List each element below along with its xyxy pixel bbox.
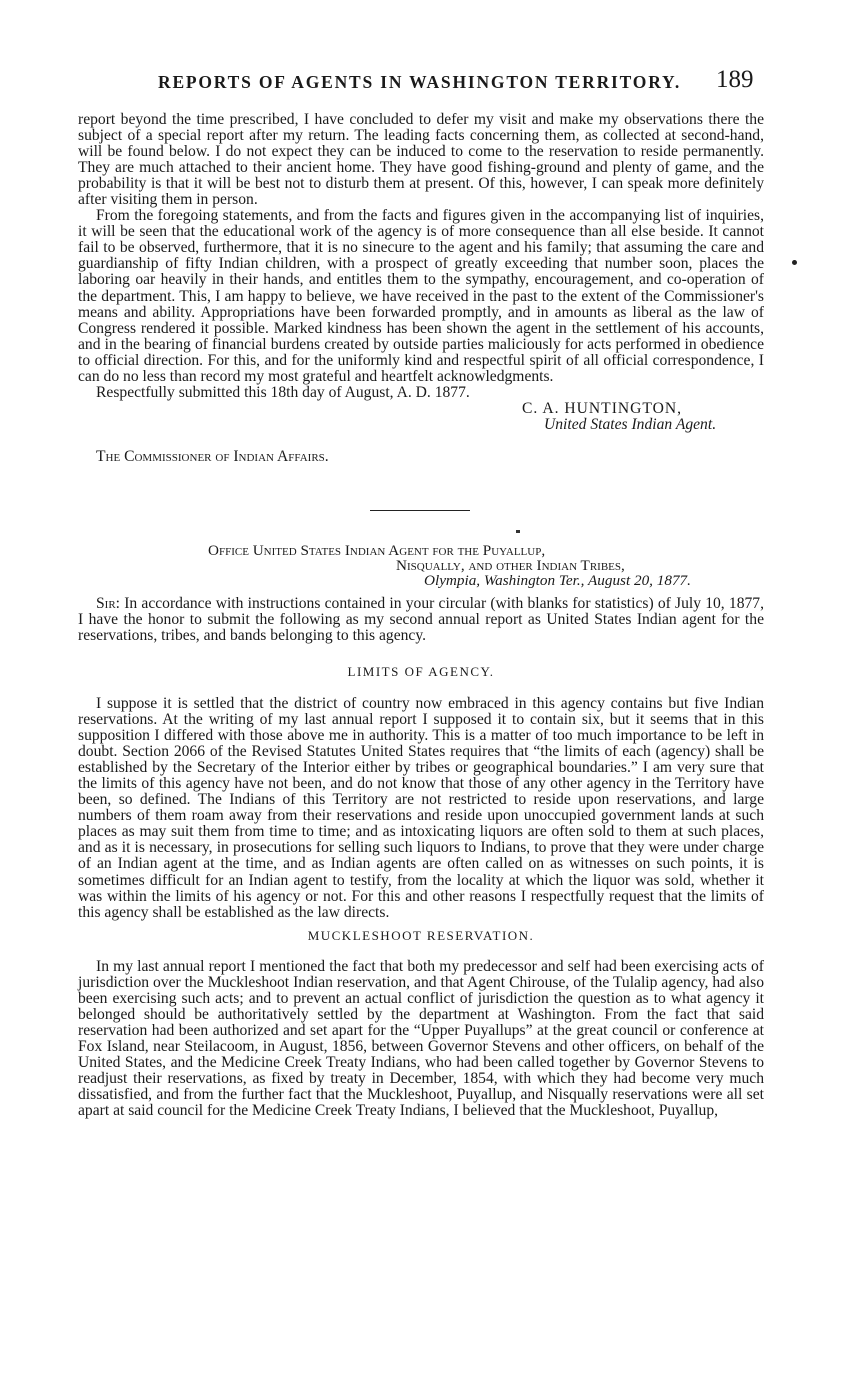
page-number: 189 xyxy=(716,66,754,93)
paragraph-continued: report beyond the time prescribed, I have concluded to defer my visit and make my observations there the subject of a special report after my return. The leading facts concerning them, as collected at second-hand, will be found below. I do not expect they can be induced to come to the reservation to reside permanently. They are much attached to their ancient home. They have good fishing-ground and plenty of game, and the probability is that it will be best not to disturb them at present. Of this, however, I can speak more definitely after visiting them in person. xyxy=(78,111,764,209)
paragraph-limits: I suppose it is settled that the district of country now embraced in this agency contains but five Indian reservations. At the writing of my last annual report I supposed it to contain six, but it seems that in this supposition I differed with those above me in authority. This is a matter of too much importance to be left in doubt. Section 2066 of the Revised Statutes United States requires that “the limits of each (agency) shall be established by the Secretary of the Interior either by tribes or geographical boundaries.” I am very sure that the limits of this agency have not been, and do not know that those of any other agency in the Territory have been, so defined. The Indians of this Territory are not restricted to reside upon reservations, and large numbers of them roam away from their reservations and reside upon unoccupied government lands at such places as may suit them from time to time; and as intoxicating liquors are often sold to them at such places, and as it is necessary, in prosecutions for selling such liquors to Indians, to prove that they were under charge of an Indian agent at the time, and as Indian agents are often called on as witnesses on such points, it is sometimes difficult for an Indian agent to testify, from the locality at which the liquor was sold, whether it was within the limits of his agency or not. For this and other reasons I respectfully request that the limits of this agency shall be established as the law directs. xyxy=(78,694,764,921)
paragraph-educational-work: From the foregoing statements, and from the facts and figures given in the accompanying list of inquiries, it will be seen that the educational work of the agency is of more consequence than all else beside. It cannot fail to be observed, furthermore, that it is no sinecure to the agent and his family; that assuming the care and guardianship of fifty Indian children, with a prospect of greatly exceeding that number soon, places the laboring oar heavily in their hands, and entitles them to the sympathy, encouragement, and co-operation of the department. This, I am happy to believe, we have received in the past to the extent of the Commissioner's means and ability. Appropriations have been forwarded promptly, and in amounts as liberal as the law of Congress rendered it possible. Marked kindness has been shown the agent in the settlement of his accounts, and in the bearing of financial burdens created by outside parties maliciously for acts performed in obedience to official direction. For this, and for the uniformly kind and respectful spirit of all official correspondence, I can do no less than record my most grateful and heartfelt acknowledgments. xyxy=(78,207,764,385)
running-head xyxy=(0,66,867,96)
office-line-2: Nisqually, and other Indian Tribes, xyxy=(396,556,625,574)
addressee: The Commissioner of Indian Affairs. xyxy=(96,447,329,465)
running-head-title: REPORTS OF AGENTS IN WASHINGTON TERRITORY. xyxy=(158,72,682,92)
office-line-1: Office United States Indian Agent for the Puyallup, xyxy=(208,541,546,559)
margin-mark xyxy=(792,260,797,265)
section-heading-muckleshoot: MUCKLESHOOT RESERVATION. xyxy=(307,927,535,943)
intro-paragraph xyxy=(78,596,764,644)
intro-text: In accordance with instructions contained in your circular (with blanks for statistics) of July 10, 1877, I have the honor to submit the following as my second annual report as United States Indian agent for the reservations, tribes, and bands belonging to this agency. xyxy=(78,594,764,644)
submission-line: Respectfully submitted this 18th day of August, A. D. 1877. xyxy=(96,383,470,401)
section-heading-limits: LIMITS OF AGENCY. xyxy=(347,663,495,679)
body-text xyxy=(78,112,764,1119)
salutation: Sir: xyxy=(96,594,121,612)
signature-name: C. A. HUNTINGTON, xyxy=(522,399,683,417)
section-divider xyxy=(370,510,470,511)
date-line: Olympia, Washington Ter., August 20, 1877. xyxy=(424,571,691,589)
signature-title: United States Indian Agent. xyxy=(544,415,717,433)
office-header xyxy=(78,543,764,588)
divider-dot xyxy=(516,530,520,533)
paragraph-muckleshoot: In my last annual report I mentioned the fact that both my predecessor and self had been exercising acts of jurisdiction over the Muckleshoot Indian reservation, and that Agent Chirouse, of the Tulalip agency, had also been exercising such acts; and to prevent an actual conflict of jurisdiction the question as to what agency it belonged should be authoritatively settled by the department at Washington. From the fact that said reservation had been authorized and set apart for the “Upper Puyallups” at the great council or conference at Fox Island, near Steilacoom, in August, 1856, between Governor Stevens and other officers, on behalf of the United States, and the Medicine Creek Treaty Indians, who had been called together by Governor Stevens to readjust their reservations, as fixed by treaty in December, 1854, with which they had become very much dissatisfied, and from the further fact that the Muckleshoot, Puyallup, and Nisqually reservations were all set apart at said council for the Medicine Creek Treaty Indians, I believed that the Muckleshoot, Puyallup, xyxy=(78,957,764,1120)
